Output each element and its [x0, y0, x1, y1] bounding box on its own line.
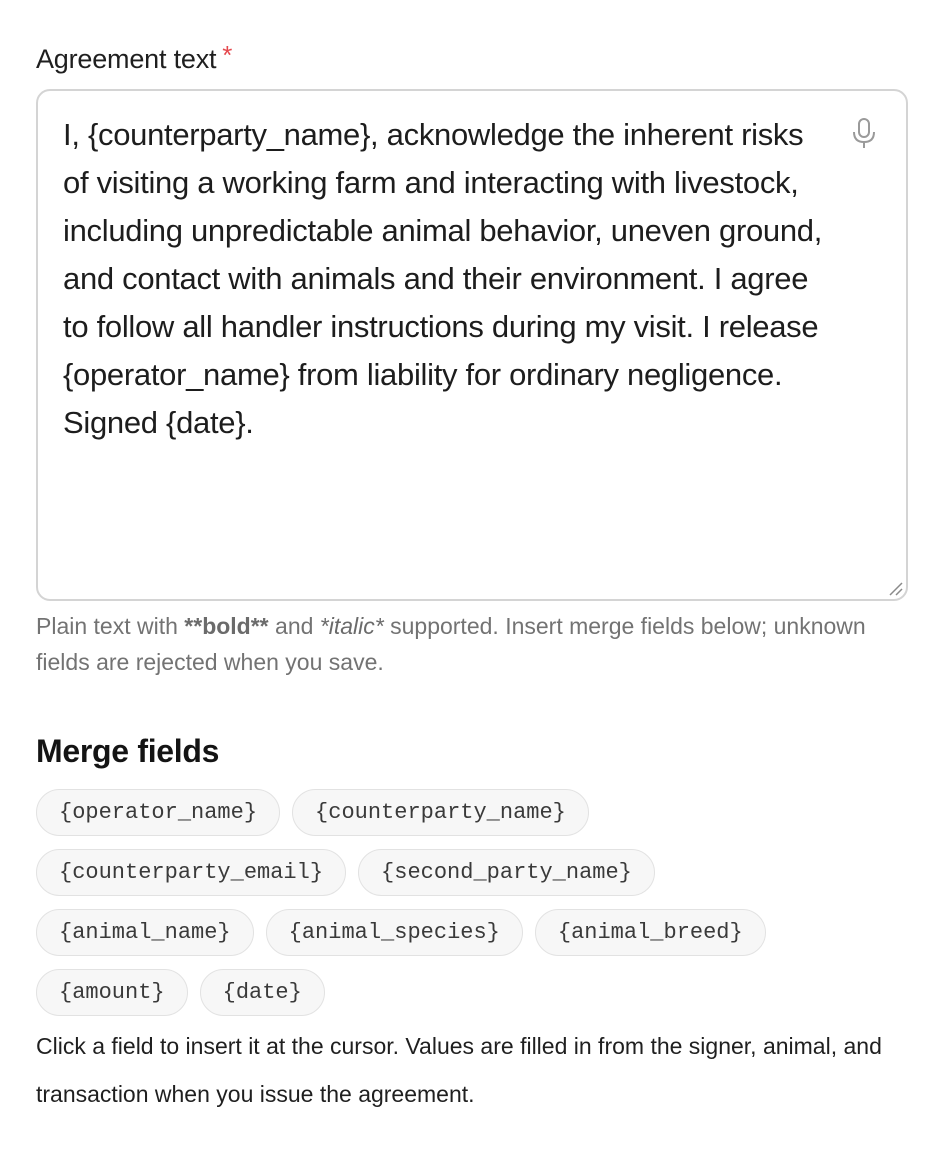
merge-fields-footer: Click a field to insert it at the cursor. Values are filled in from the signer, animal, and transaction when you issue the agreement. — [36, 1033, 882, 1107]
required-marker: * — [222, 40, 233, 70]
chip-row — [36, 969, 916, 1016]
merge-field-date[interactable]: {date} — [200, 969, 325, 1016]
chip-row — [36, 909, 916, 956]
merge-field-animal-name[interactable]: {animal_name} — [36, 909, 254, 956]
help-text — [36, 608, 896, 680]
merge-field-amount[interactable]: {amount} — [36, 969, 188, 1016]
merge-field-operator-name[interactable]: {operator_name} — [36, 789, 280, 836]
help-italic-example: *italic* — [319, 613, 384, 639]
help-middle: and — [268, 613, 320, 639]
merge-fields-title: Merge fields — [36, 733, 220, 769]
merge-field-chips — [36, 789, 916, 1029]
merge-field-counterparty-name[interactable]: {counterparty_name} — [292, 789, 589, 836]
label-text: Agreement text — [36, 44, 217, 74]
resize-handle-icon[interactable] — [886, 579, 904, 597]
merge-field-animal-breed[interactable]: {animal_breed} — [535, 909, 766, 956]
chip-row — [36, 789, 916, 836]
chip-row — [36, 849, 916, 896]
merge-field-animal-species[interactable]: {animal_species} — [266, 909, 523, 956]
help-suffix: supported. Insert merge fields below; unknown fields are rejected when you save. — [36, 613, 866, 675]
merge-field-second-party-name[interactable]: {second_party_name} — [358, 849, 655, 896]
agreement-textarea-value[interactable]: I, {counterparty_name}, acknowledge the inherent risks of visiting a working farm and interacting with livestock, including unpredictable animal behavior, uneven ground, and contact with animals and their environment. I agree to follow all handler instructions during my visit. I release {operator_name} from liability for ordinary negligence. Signed {date}. — [63, 117, 831, 440]
microphone-icon[interactable] — [850, 117, 878, 151]
help-prefix: Plain text with — [36, 613, 185, 639]
agreement-textarea[interactable] — [36, 89, 908, 601]
help-bold-example: **bold** — [184, 613, 269, 639]
agreement-text-label — [36, 40, 233, 75]
merge-field-counterparty-email[interactable]: {counterparty_email} — [36, 849, 346, 896]
